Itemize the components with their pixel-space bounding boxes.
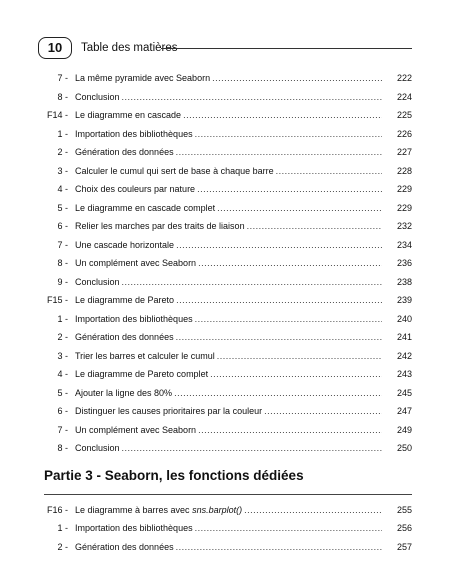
toc-row[interactable] [38, 69, 412, 88]
toc-entry [75, 125, 382, 144]
dot-leader [122, 273, 382, 292]
toc-entry [75, 162, 382, 181]
toc-entry [75, 291, 382, 310]
dot-leader [183, 106, 382, 125]
toc-row[interactable] [38, 217, 412, 236]
toc-entry-title [75, 439, 122, 458]
toc-page-number: 228 [396, 165, 412, 176]
toc-row[interactable] [38, 180, 412, 199]
dot-leader [176, 143, 382, 162]
toc-entry-number: 2 - [57, 332, 68, 342]
toc-entry [75, 69, 382, 88]
toc-entry-title [75, 217, 247, 236]
toc-page-number: 227 [396, 147, 412, 157]
toc-entry-number: 9 - [57, 276, 68, 287]
dot-leader [174, 384, 382, 403]
toc-entry-number: 1 - [57, 128, 68, 139]
toc-page-number: 245 [396, 387, 412, 398]
toc-entry-title-text: Conclusion [75, 276, 120, 287]
toc-entry-title-text: Le diagramme à barres avec [75, 504, 190, 515]
dot-leader [122, 439, 382, 458]
toc-entry [75, 439, 382, 458]
toc-entry-title [75, 501, 244, 520]
toc-row[interactable] [38, 236, 412, 255]
toc-entry-number: F14 - [46, 110, 68, 120]
toc-entry-title-text: Conclusion [75, 91, 120, 102]
toc-entry-title [75, 273, 122, 292]
toc-entry-title-text: Un complément avec Seaborn [75, 424, 197, 435]
toc-page-number: 239 [396, 295, 412, 305]
toc-page-number: 255 [396, 504, 412, 515]
toc-entry-title-text: Le diagramme de Pareto [75, 295, 175, 305]
dot-leader [195, 519, 382, 538]
toc-entry-number: 8 - [57, 91, 68, 102]
toc-page-number: 242 [396, 350, 412, 361]
toc-row[interactable] [38, 162, 412, 181]
toc-entry [75, 384, 382, 403]
toc-entry [75, 421, 382, 440]
toc-entry-title [75, 421, 198, 440]
toc-entry-title [75, 402, 264, 421]
toc-entry [75, 88, 382, 107]
toc-entry-number: 8 - [57, 443, 68, 453]
toc-row[interactable] [38, 106, 412, 125]
toc-page-number: 229 [396, 202, 412, 213]
toc-row[interactable] [38, 384, 412, 403]
dot-leader [264, 402, 382, 421]
dot-leader [176, 328, 382, 347]
toc-entry-title-text: Calculer le cumul qui sert de base à chaque barre [75, 165, 274, 176]
toc-entry-title [75, 347, 217, 366]
toc-entry [75, 273, 382, 292]
toc-entry-title-text: Génération des données [75, 332, 174, 342]
dot-leader [176, 291, 382, 310]
toc-entry [75, 254, 382, 273]
dot-leader [217, 199, 382, 218]
toc-row[interactable] [38, 254, 412, 273]
toc-entry-title [75, 310, 195, 329]
toc-entry-number: 3 - [57, 165, 68, 176]
toc-page-number: 256 [396, 523, 412, 533]
dot-leader [195, 310, 382, 329]
toc-row[interactable] [38, 125, 412, 144]
table-of-contents [38, 69, 412, 556]
toc-row[interactable] [38, 538, 412, 557]
toc-entry [75, 501, 382, 520]
toc-entry [75, 143, 382, 162]
toc-entry-title [75, 88, 122, 107]
toc-entry-title-text: Le diagramme en cascade [75, 110, 182, 120]
dot-leader [197, 180, 382, 199]
toc-entries-after [38, 501, 412, 557]
toc-entry-number: F16 - [46, 504, 68, 515]
toc-entry-title [75, 125, 195, 144]
toc-page-number: 247 [396, 406, 412, 416]
toc-page-number: 240 [396, 313, 412, 324]
toc-entry-number: 8 - [57, 258, 68, 268]
toc-entry-title-text: Ajouter la ligne des 80% [75, 387, 173, 398]
toc-entry-number: 7 - [57, 73, 68, 83]
toc-entry-number: 7 - [57, 424, 68, 435]
toc-page-number: 234 [396, 239, 412, 250]
toc-entry-title-text: Conclusion [75, 443, 120, 453]
toc-entry-title-text: Le diagramme de Pareto complet [75, 369, 209, 379]
toc-page-number: 236 [396, 258, 412, 268]
toc-entries-before [38, 69, 412, 458]
dot-leader [210, 365, 382, 384]
toc-row[interactable] [38, 273, 412, 292]
dot-leader [176, 538, 382, 557]
toc-entry-number: 1 - [57, 313, 68, 324]
toc-entry-title-text: Importation des bibliothèques [75, 523, 193, 533]
dot-leader [212, 69, 382, 88]
toc-row[interactable] [38, 199, 412, 218]
toc-page-number: 224 [396, 91, 412, 102]
header-rule [161, 48, 412, 49]
toc-entry-title-text: Le diagramme en cascade complet [75, 202, 216, 213]
toc-entry-title-text: Importation des bibliothèques [75, 313, 193, 324]
toc-entry-title-text: Une cascade horizontale [75, 239, 175, 250]
toc-entry [75, 106, 382, 125]
running-title: Table des matières [81, 42, 178, 54]
toc-row[interactable] [38, 310, 412, 329]
toc-entry-number: 2 - [57, 147, 68, 157]
part-rule [44, 494, 412, 497]
toc-row[interactable] [38, 291, 412, 310]
toc-entry-number: 2 - [57, 541, 68, 552]
dot-leader [244, 501, 382, 520]
dot-leader [198, 254, 382, 273]
toc-page-number: 226 [396, 128, 412, 139]
toc-page-number: 243 [396, 369, 412, 379]
toc-row[interactable] [38, 421, 412, 440]
page-header [38, 37, 412, 61]
toc-page-number: 229 [396, 184, 412, 194]
toc-entry-title [75, 538, 176, 557]
toc-entry [75, 217, 382, 236]
toc-entry-number: F15 - [46, 295, 68, 305]
toc-row[interactable] [38, 347, 412, 366]
part-heading: Partie 3 - Seaborn, les fonctions dédiées [44, 467, 304, 483]
toc-page-number: 232 [396, 221, 412, 231]
toc-entry-title-text: Relier les marches par des traits de liaison [75, 221, 245, 231]
dot-leader [122, 88, 382, 107]
toc-entry-title [75, 384, 174, 403]
toc-entry [75, 347, 382, 366]
toc-entry-title-text: Choix des couleurs par nature [75, 184, 196, 194]
dot-leader [217, 347, 382, 366]
toc-entry-number: 5 - [57, 387, 68, 398]
toc-entry-title-text: Importation des bibliothèques [75, 128, 193, 139]
toc-entry [75, 328, 382, 347]
toc-entry-title-text: Trier les barres et calculer le cumul [75, 350, 215, 361]
toc-row[interactable] [38, 143, 412, 162]
toc-entry-title-text: Distinguer les causes prioritaires par la couleur [75, 406, 263, 416]
toc-entry-title-text: Un complément avec Seaborn [75, 258, 197, 268]
toc-page-number: 222 [396, 73, 412, 83]
dot-leader [176, 236, 382, 255]
toc-entry-title [75, 180, 197, 199]
toc-row[interactable] [38, 402, 412, 421]
toc-entry-title-text: La même pyramide avec Seaborn [75, 73, 211, 83]
toc-entry-title [75, 291, 176, 310]
dot-leader [195, 125, 382, 144]
toc-entry [75, 236, 382, 255]
toc-entry-number: 7 - [57, 239, 68, 250]
toc-page-number: 257 [396, 541, 412, 552]
toc-entry-title [75, 328, 176, 347]
toc-row[interactable] [38, 88, 412, 107]
toc-entry-title [75, 254, 198, 273]
toc-entry-title [75, 236, 176, 255]
toc-entry-title-text: Génération des données [75, 541, 174, 552]
toc-entry-title [75, 519, 195, 538]
toc-page-number: 249 [396, 424, 412, 435]
toc-entry-number: 4 - [57, 369, 68, 379]
dot-leader [247, 217, 382, 236]
toc-row[interactable] [38, 439, 412, 458]
toc-entry-title [75, 199, 217, 218]
toc-row[interactable] [38, 328, 412, 347]
toc-row[interactable] [38, 365, 412, 384]
toc-entry [75, 199, 382, 218]
toc-entry [75, 310, 382, 329]
toc-entry-title [75, 143, 176, 162]
toc-row[interactable] [38, 501, 412, 520]
dot-leader [198, 421, 382, 440]
toc-page-number: 250 [396, 443, 412, 453]
toc-entry-title [75, 106, 183, 125]
toc-entry [75, 519, 382, 538]
toc-page-number: 241 [396, 332, 412, 342]
toc-entry-title-text: Génération des données [75, 147, 174, 157]
toc-entry [75, 538, 382, 557]
toc-entry-title [75, 69, 212, 88]
toc-entry [75, 402, 382, 421]
toc-entry-title [75, 162, 276, 181]
toc-entry-number: 3 - [57, 350, 68, 361]
dot-leader [276, 162, 382, 181]
toc-entry-title [75, 365, 210, 384]
toc-entry-number: 6 - [57, 406, 68, 416]
toc-page-number: 238 [396, 276, 412, 287]
toc-page-number: 225 [396, 110, 412, 120]
page-number-badge: 10 [38, 37, 72, 59]
toc-entry-number: 4 - [57, 184, 68, 194]
toc-row[interactable] [38, 519, 412, 538]
toc-entry [75, 365, 382, 384]
toc-entry-number: 6 - [57, 221, 68, 231]
toc-entry-title-code: sns.barplot() [192, 504, 243, 515]
toc-entry-number: 1 - [57, 523, 68, 533]
toc-entry [75, 180, 382, 199]
toc-entry-number: 5 - [57, 202, 68, 213]
